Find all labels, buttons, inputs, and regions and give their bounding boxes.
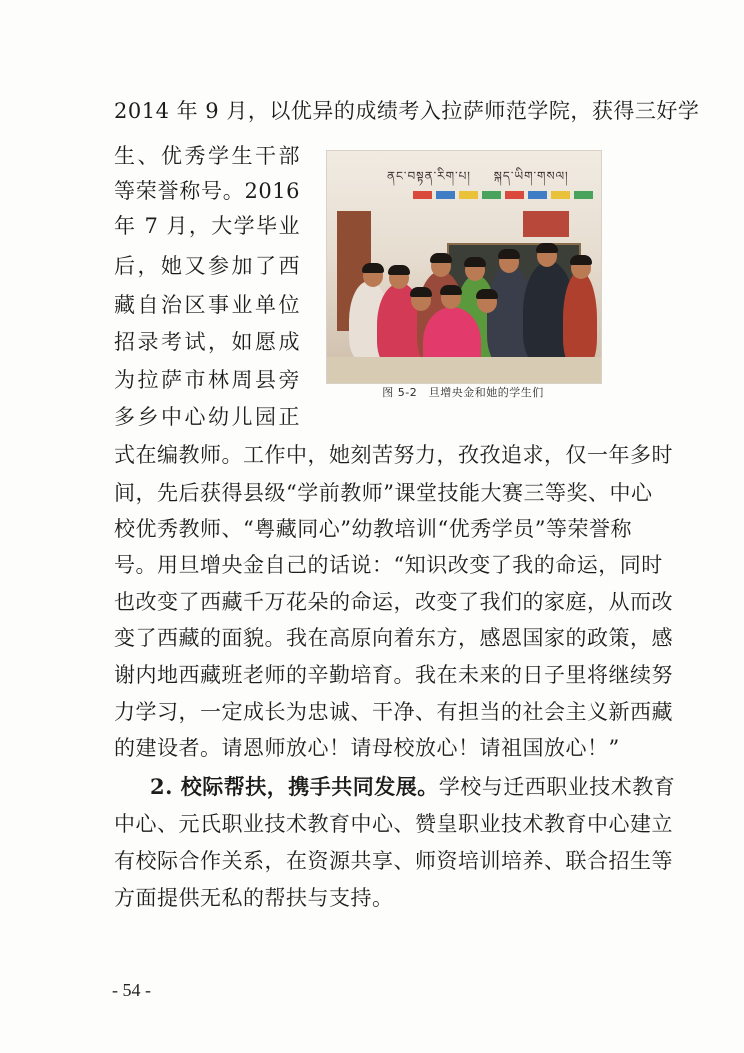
banner-text-right: སྐད་ཡིག་གསལ། [493,169,569,183]
tibetan-banner [387,163,593,189]
text-line: 也改变了西藏千万花朵的命运，改变了我们的家庭，从而改 [114,590,673,614]
text-line: 式在编教师。工作中，她刻苦努力，孜孜追求，仅一年多时 [114,443,673,467]
text-line: 谢内地西藏班老师的辛勤培育。我在未来的日子里将继续努 [114,663,673,687]
text-line: 后，她又参加了西 [114,254,300,278]
text-line: 校优秀教师、“粤藏同心”幼教培训“优秀学员”等荣誉称 [114,517,632,541]
prayer-flags [413,191,593,199]
text-line: 间，先后获得县级“学前教师”课堂技能大赛三等奖、中心 [114,481,653,505]
text-line: 生、优秀学生干部 [114,144,300,168]
wall-poster [523,211,569,237]
text-line: 的建设者。请恩师放心！请母校放心！请祖国放心！” [114,736,620,760]
classroom-photo [326,150,602,384]
banner-text-left: ནང་བསྟན་རིག་པ། [387,169,471,183]
figure-caption: 图 5-2 旦增央金和她的学生们 [382,386,544,399]
text-line: 变了西藏的面貌。我在高原向着东方，感恩国家的政策，感 [114,626,673,650]
text-line: 有校际合作关系，在资源共享、师资培训培养、联合招生等 [114,849,673,873]
section-heading: 2. 校际帮扶，携手共同发展。 [150,774,439,799]
text-line: 等荣誉称号。2016 [114,179,300,203]
text-line: 方面提供无私的帮扶与支持。 [114,886,394,910]
text-line: 学校与迁西职业技术教育 [438,775,676,799]
text-line: 藏自治区事业单位 [114,293,300,317]
text-line: 力学习，一定成长为忠诚、干净、有担当的社会主义新西藏 [114,700,673,724]
text-line: 2014 年 9 月，以优异的成绩考入拉萨师范学院，获得三好学 [114,99,700,123]
page-number: - 54 - [112,980,151,1000]
text-line: 年 7 月，大学毕业 [114,214,300,238]
desk-row [327,357,601,383]
text-line: 为拉萨市林周县旁 [114,368,300,392]
text-line: 招录考试，如愿成 [114,330,300,354]
text-line: 多乡中心幼儿园正 [114,405,300,429]
text-line: 号。用旦增央金自己的话说：“知识改变了我的命运，同时 [114,553,663,577]
text-line: 中心、元氏职业技术教育中心、赞皇职业技术教育中心建立 [114,812,673,836]
section-paragraph-first-line [150,772,676,802]
